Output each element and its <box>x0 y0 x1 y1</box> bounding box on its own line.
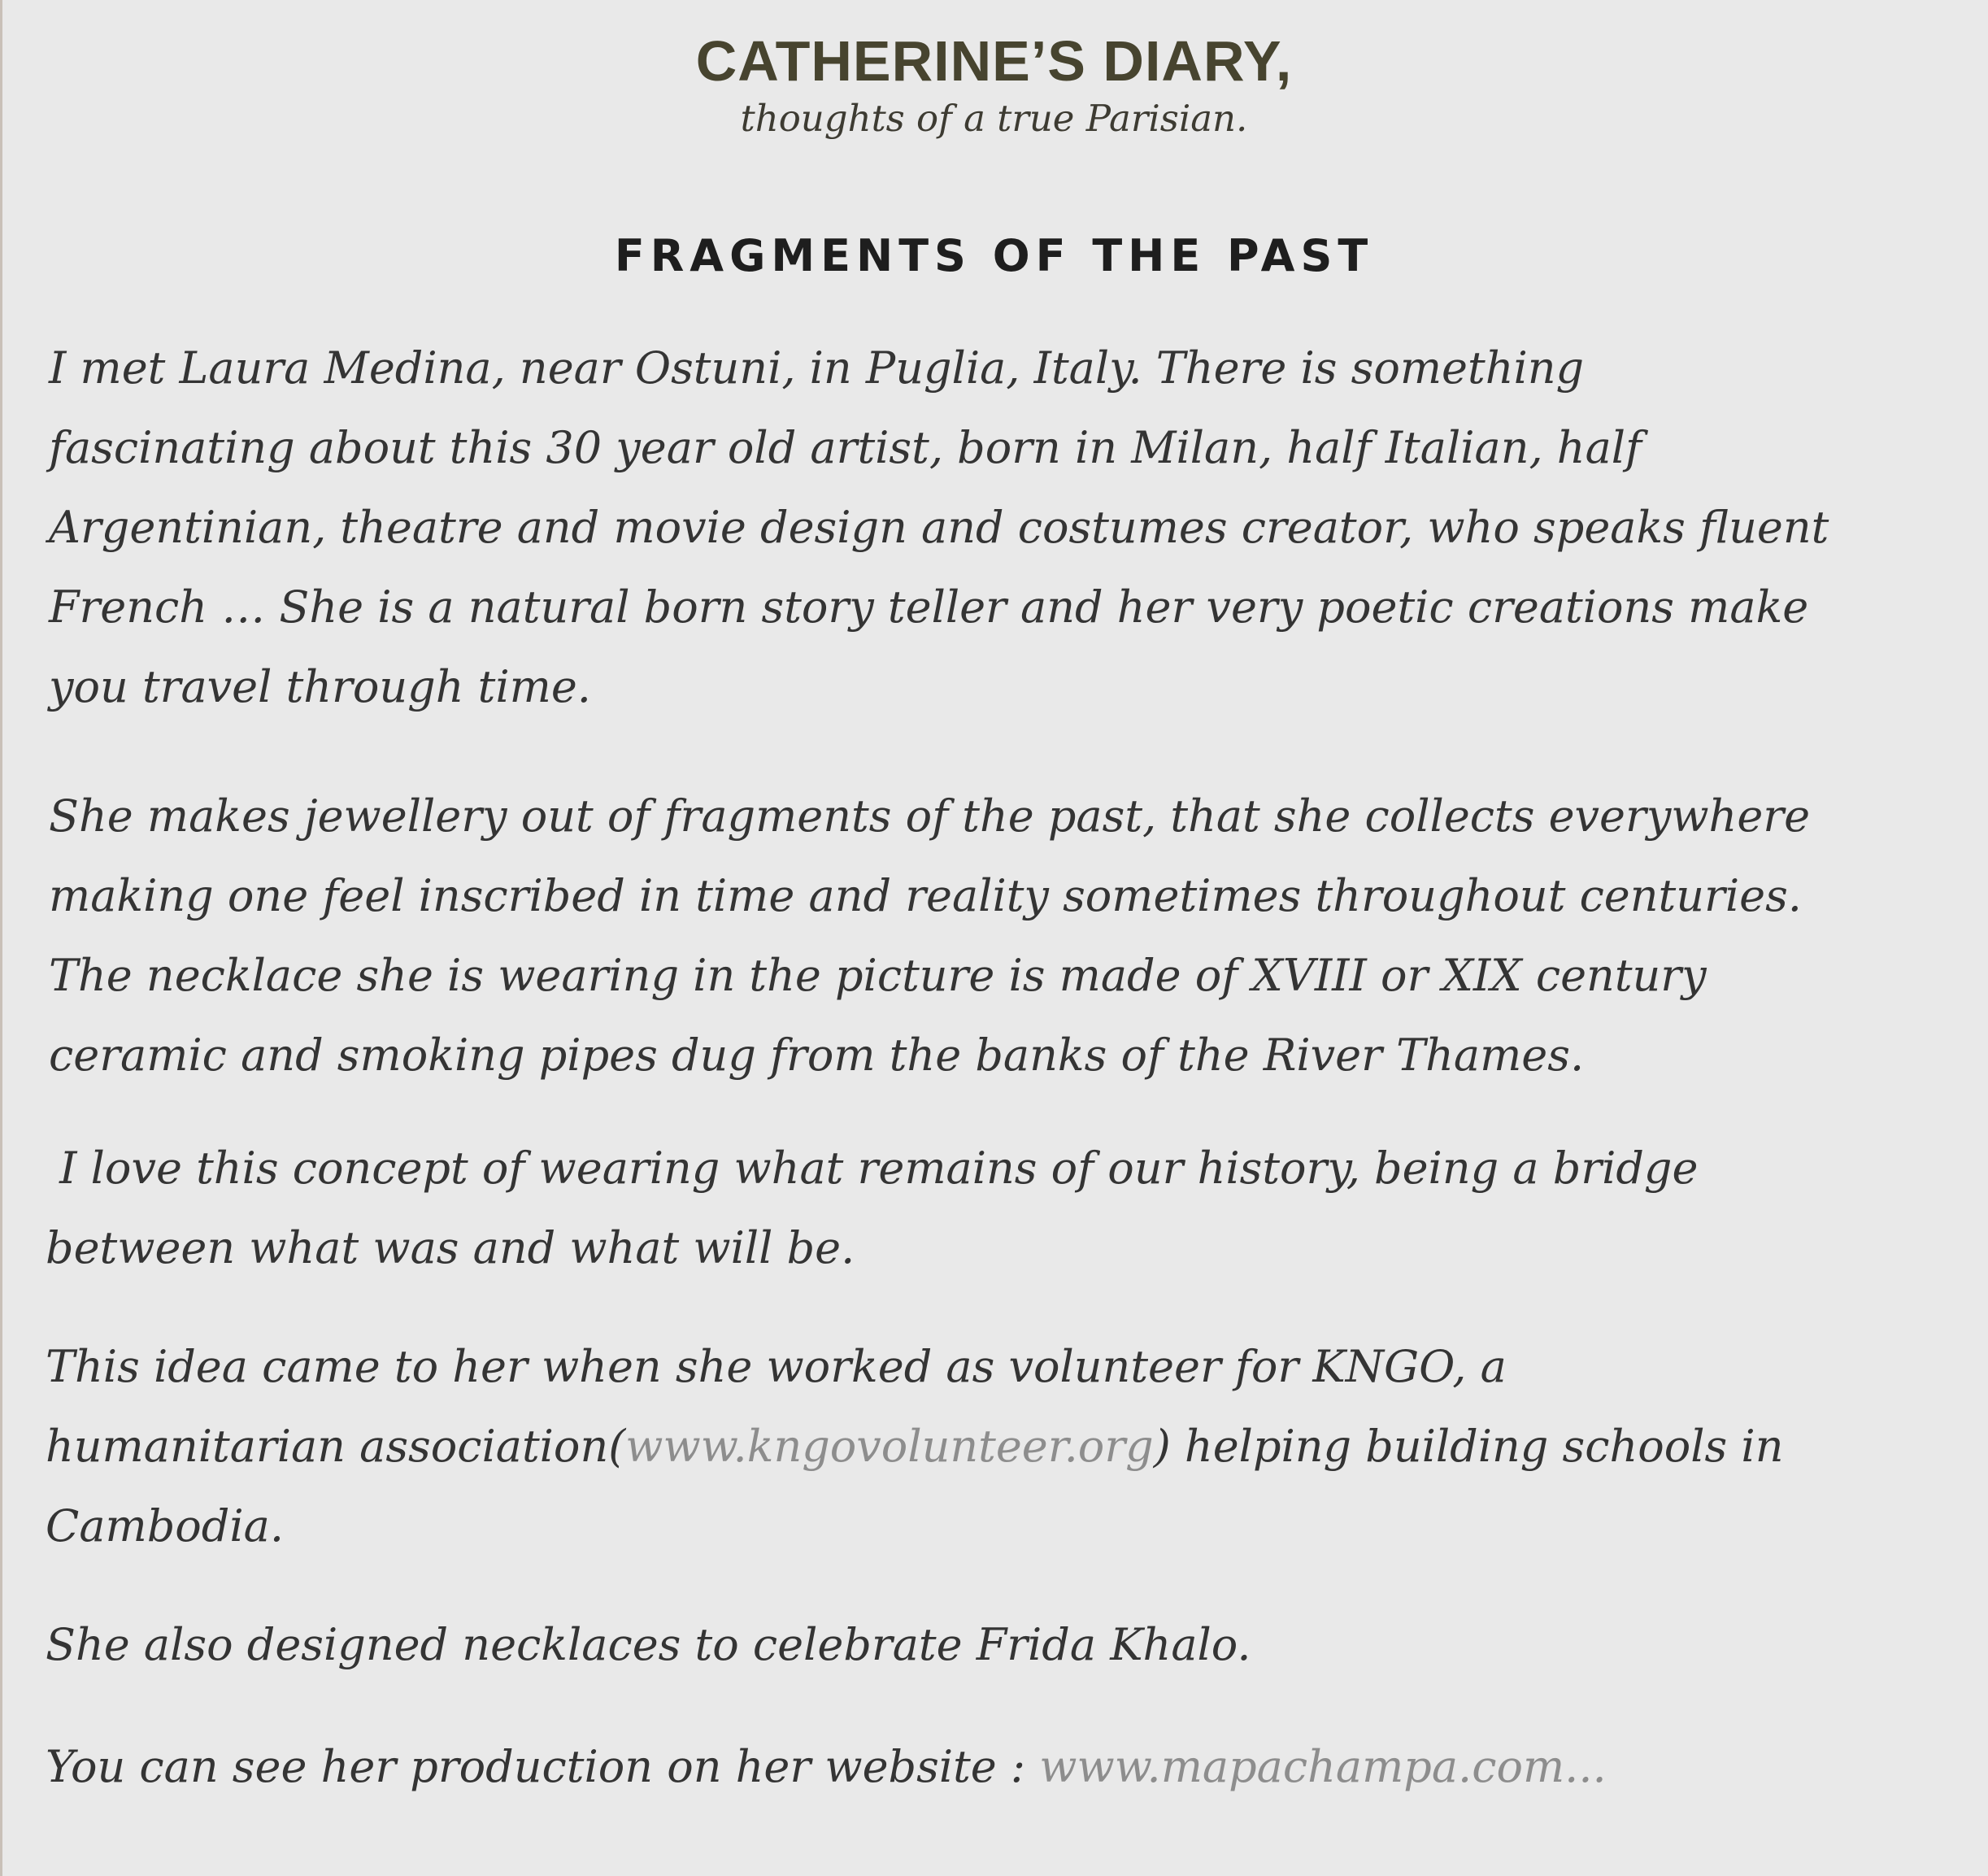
paragraph-line: making one feel inscribed in time and reality sometimes throughout centuries. <box>49 870 1802 921</box>
paragraph-text: humanitarian association( <box>46 1421 626 1472</box>
paragraph-line: French … She is a natural born story teller and her very poetic creations make <box>49 581 1809 633</box>
paragraph-line: fascinating about this 30 year old artist, born in Milan, half Italian, half <box>49 422 1642 473</box>
post-paragraph-3 <box>46 1129 1964 1288</box>
paragraph-line: ceramic and smoking pipes dug from the banks of the River Thames. <box>49 1029 1585 1081</box>
post-paragraph-6 <box>46 1727 1964 1807</box>
paragraph-text: ) helping building schools in <box>1153 1421 1784 1472</box>
paragraph-line: I love this concept of wearing what remains of our history, being a bridge <box>46 1143 1699 1194</box>
paragraph-line: you travel through time. <box>49 661 591 712</box>
paragraph-line: This idea came to her when she worked as volunteer for KNGO, a <box>46 1341 1507 1392</box>
post-paragraph-4 <box>46 1327 1964 1566</box>
paragraph-line: I met Laura Medina, near Ostuni, in Puglia, Italy. There is something <box>49 342 1585 394</box>
paragraph-line: She makes jewellery out of fragments of the past, that she collects everywhere <box>49 790 1811 842</box>
blog-tagline: thoughts of a true Parisian. <box>740 97 1248 140</box>
paragraph-line: between what was and what will be. <box>46 1222 855 1273</box>
paragraph-line: The necklace she is wearing in the picture is made of XVIII or XIX century <box>49 950 1707 1001</box>
blog-title[interactable]: CATHERINE’S DIARY, <box>695 29 1293 93</box>
post-paragraph-2 <box>49 777 1968 1095</box>
kngo-volunteer-link[interactable]: www.kngovolunteer.org <box>625 1421 1154 1472</box>
post-paragraph-5: She also designed necklaces to celebrate Frida Khalo. <box>46 1619 1251 1670</box>
post-paragraph-1 <box>49 329 1968 727</box>
paragraph-line: Cambodia. <box>46 1500 284 1552</box>
mapachampa-website-link[interactable]: www.mapachampa.com... <box>1039 1741 1607 1792</box>
post-title: FRAGMENTS OF THE PAST <box>614 230 1374 281</box>
paragraph-line: Argentinian, theatre and movie design and costumes creator, who speaks fluent <box>49 502 1829 553</box>
paragraph-line <box>46 1407 1964 1486</box>
paragraph-text: You can see her production on her website : <box>46 1741 1040 1792</box>
